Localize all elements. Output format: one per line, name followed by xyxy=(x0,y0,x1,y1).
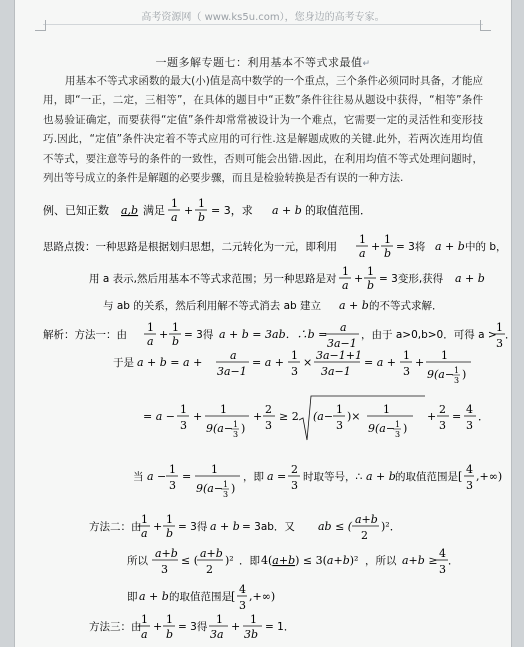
svg-text:a: a xyxy=(342,279,349,292)
svg-text:+: + xyxy=(253,410,263,423)
svg-text:3a−1: 3a−1 xyxy=(321,365,351,378)
svg-text:1: 1 xyxy=(336,403,343,416)
svg-text:a+b: a+b xyxy=(155,547,178,560)
method1-l2-prefix: 于是 xyxy=(113,357,134,369)
svg-text:4: 4 xyxy=(439,547,446,560)
svg-text:a: a xyxy=(359,247,366,260)
svg-text:b: b xyxy=(367,279,375,292)
svg-text:1: 1 xyxy=(169,463,176,476)
svg-text:1: 1 xyxy=(395,420,401,429)
svg-text:[: [ xyxy=(231,590,236,603)
method3-t1: = 3得 xyxy=(178,621,208,633)
svg-text:1: 1 xyxy=(180,403,187,416)
svg-text:a + b: a + b xyxy=(455,272,485,285)
hint-l1-prefix: 思路点拨：一种思路是根据划归思想，二元转化为一元，即利用 xyxy=(43,241,337,253)
method1-line-2[interactable] xyxy=(113,344,473,390)
svg-text:1: 1 xyxy=(342,265,349,278)
svg-text:+: + xyxy=(371,240,381,253)
svg-text:1: 1 xyxy=(367,265,374,278)
svg-text:1: 1 xyxy=(250,613,257,626)
svg-text:9(a−: 9(a− xyxy=(368,422,396,435)
method1-t3: ，由于 a>0,b>0．可得 a > xyxy=(361,329,497,341)
method1-l4-end: 的取值范围是 xyxy=(395,471,458,483)
svg-text:a =: a = xyxy=(267,470,287,483)
svg-text:a+b: a+b xyxy=(355,513,378,526)
svg-text:b: b xyxy=(384,247,392,260)
svg-text:×: × xyxy=(303,356,313,369)
method1-l4-mid2: 时取等号，∴ xyxy=(303,471,363,483)
svg-text:1: 1 xyxy=(496,321,503,334)
svg-text:3: 3 xyxy=(223,490,229,499)
svg-text:a: a xyxy=(147,335,154,348)
svg-text:=: = xyxy=(452,410,462,423)
svg-text:1: 1 xyxy=(359,233,366,246)
svg-text:+: + xyxy=(415,356,425,369)
svg-text:a + b: a + b xyxy=(339,299,369,312)
example-prefix: 例、已知正数 xyxy=(43,204,109,217)
svg-text:3: 3 xyxy=(395,430,401,439)
svg-text:1: 1 xyxy=(383,403,390,416)
svg-text:a + b: a + b xyxy=(272,204,302,217)
svg-text:1: 1 xyxy=(291,349,298,362)
method1-formula-4 xyxy=(133,458,503,506)
svg-text:+: + xyxy=(354,272,364,285)
method3-label: 方法三：由 xyxy=(89,621,142,633)
svg-text:9(a−: 9(a− xyxy=(427,368,455,381)
svg-text:3a: 3a xyxy=(210,628,224,641)
margin-corner-mark xyxy=(480,20,491,31)
svg-text:2: 2 xyxy=(439,403,446,416)
method2-label: 方法二：由 xyxy=(89,521,142,533)
svg-text:b: b xyxy=(198,211,206,224)
hint-l2-prefix: 用 a 表示,然后用基本不等式求范围；另一种思路是对 xyxy=(89,273,337,285)
svg-text:a+b: a+b xyxy=(200,547,223,560)
method2-range-prefix: 即 xyxy=(127,591,138,603)
svg-text:1: 1 xyxy=(141,613,148,626)
svg-text:= a +: = a + xyxy=(364,356,396,369)
svg-text:1: 1 xyxy=(171,197,178,210)
example-mid: 满足 xyxy=(143,204,165,217)
svg-text:)²: )² xyxy=(225,554,234,567)
svg-text:3: 3 xyxy=(180,419,187,432)
svg-text:1: 1 xyxy=(220,403,227,416)
example-cond: = 3，求 xyxy=(211,204,253,217)
example-line[interactable] xyxy=(43,190,463,230)
svg-text:≥ 2: ≥ 2 xyxy=(279,410,299,423)
svg-text:b: b xyxy=(166,628,174,641)
svg-text:3: 3 xyxy=(496,337,503,350)
title-text: 一题多解专题七：利用基本不等式求最值 xyxy=(155,56,363,69)
method1-formula-3 xyxy=(143,392,443,448)
svg-text:a + b = a +: a + b = a + xyxy=(137,356,203,369)
svg-text:a + b: a + b xyxy=(435,240,465,253)
svg-text:4: 4 xyxy=(239,583,246,596)
svg-text:): ) xyxy=(241,422,246,435)
example-ask: 的取值范围． xyxy=(305,204,371,217)
example-formula xyxy=(43,190,463,230)
svg-text:3: 3 xyxy=(403,365,410,378)
page-header: 高考资源网（ www.ks5u.com），您身边的高考专家。 xyxy=(141,12,385,23)
hint-l2-suffix: = 3变形,获得 xyxy=(379,273,444,285)
svg-text:+: + xyxy=(231,620,241,633)
svg-text:+: + xyxy=(159,328,169,341)
svg-text:1: 1 xyxy=(223,480,229,489)
method2-t4: ，所以 xyxy=(365,555,397,567)
svg-text:2: 2 xyxy=(206,563,213,576)
svg-text:a+b ≥: a+b ≥ xyxy=(402,554,438,567)
svg-text:,+∞): ,+∞) xyxy=(476,470,503,483)
svg-text:1: 1 xyxy=(441,349,448,362)
method1-formula-3b xyxy=(437,392,497,448)
svg-text:4(a+b) ≤ 3(a+b)²: 4(a+b) ≤ 3(a+b)² xyxy=(261,554,359,567)
svg-text:): ) xyxy=(462,368,467,381)
method1-label: 解析：方法一：由 xyxy=(43,329,127,341)
svg-text:3: 3 xyxy=(439,563,446,576)
svg-text:): ) xyxy=(231,482,236,495)
method1-line-3[interactable] xyxy=(143,392,443,448)
svg-text:)²．: )²． xyxy=(381,520,401,533)
svg-text:3: 3 xyxy=(239,599,246,612)
svg-text:1: 1 xyxy=(454,366,460,375)
svg-text:a −: a − xyxy=(147,470,167,483)
method2-t5: ． xyxy=(448,555,459,567)
svg-text:b: b xyxy=(166,527,174,540)
svg-text:a: a xyxy=(141,628,148,641)
svg-text:1: 1 xyxy=(403,349,410,362)
svg-text:a: a xyxy=(340,321,347,334)
svg-text:a + b: a + b xyxy=(139,590,169,603)
method2-formula-2 xyxy=(127,542,457,582)
svg-text:3: 3 xyxy=(466,479,473,492)
svg-text:): ) xyxy=(403,422,408,435)
paragraph-mark-icon: ↵ xyxy=(362,59,371,69)
svg-text:+: + xyxy=(193,410,203,423)
svg-text:3: 3 xyxy=(169,479,176,492)
svg-text:3: 3 xyxy=(233,430,239,439)
svg-text:3: 3 xyxy=(291,365,298,378)
intro-paragraph[interactable]: 用基本不等式求函数的最大(小)值是高中数学的一个重点，三个条件必须同时具备，才能应用，即“一正，二定，三相等”，在具体的题目中“正数”条件往往易从题设中获得，“相等”条件也易验证确定，而要获得“定值”条件却常常被设计为一个难点，它需要一定的灵活性和变形技巧.因此，“定值”条件决定着不等式应用的可行性.这是解题成败的关键.此外，若两次连用均值不等式，要注意等号的条件的一致性，否则可能会出错.因此，在利用均值不等式处理问题时，列出等号成立的条件是解题的必要步骤，而且是检验转换是否有误的一种方法. xyxy=(43,75,483,185)
svg-text:a: a xyxy=(230,349,237,362)
svg-text:3: 3 xyxy=(291,479,298,492)
svg-text:+: + xyxy=(427,410,437,423)
svg-text:1: 1 xyxy=(166,513,173,526)
svg-text:2: 2 xyxy=(265,403,272,416)
header-rule xyxy=(43,24,483,25)
document-page xyxy=(14,0,516,647)
svg-text:ab ≤ (: ab ≤ ( xyxy=(318,520,353,533)
svg-text:3b: 3b xyxy=(244,628,259,641)
svg-text:2: 2 xyxy=(361,529,368,542)
method1-line-3b xyxy=(437,392,497,448)
method2-t2: = 3ab．又 xyxy=(242,521,295,533)
svg-text:[: [ xyxy=(458,470,463,483)
svg-text:4: 4 xyxy=(466,463,473,476)
svg-text:1: 1 xyxy=(141,513,148,526)
svg-text:3: 3 xyxy=(439,419,446,432)
method2-t1: = 3得 xyxy=(178,521,208,533)
svg-text:a + b: a + b xyxy=(366,470,396,483)
svg-text:+: + xyxy=(153,520,163,533)
svg-text:a: a xyxy=(171,211,178,224)
method2-t3: ．即 xyxy=(239,555,260,567)
margin-corner-mark xyxy=(35,20,46,31)
hint-formula-3 xyxy=(103,294,503,318)
svg-text:1: 1 xyxy=(233,420,239,429)
svg-text:3a−1: 3a−1 xyxy=(217,365,247,378)
method3-t2: = 1． xyxy=(265,621,295,633)
hint-l3-suffix: 的不等式求解． xyxy=(369,300,443,312)
svg-text:)×: )× xyxy=(347,410,361,423)
svg-text:3: 3 xyxy=(161,563,168,576)
svg-text:3: 3 xyxy=(336,419,343,432)
svg-text:1: 1 xyxy=(172,321,179,334)
svg-text:b: b xyxy=(172,335,180,348)
svg-text:3: 3 xyxy=(265,419,272,432)
hint-line-3[interactable] xyxy=(103,294,503,318)
method1-l4-prefix: 当 xyxy=(133,471,144,483)
svg-text:9(a−: 9(a− xyxy=(206,422,234,435)
method1-formula-2 xyxy=(113,344,473,390)
svg-text:(a−: (a− xyxy=(313,410,334,423)
method1-t2: a + b = 3ab．∴b = xyxy=(219,328,328,341)
svg-text:a + b: a + b xyxy=(210,520,240,533)
method1-l4-mid: ，即 xyxy=(243,471,264,483)
method2-so: 所以 xyxy=(127,555,148,567)
svg-text:= a +: = a + xyxy=(252,356,284,369)
svg-text:3: 3 xyxy=(466,419,473,432)
hint-l1-suffix: = 3将 xyxy=(396,241,426,253)
hint-l3-prefix: 与 ab 的关系，然后利用解不等式消去 ab 建立 xyxy=(103,300,322,312)
example-ab: a,b xyxy=(121,204,139,217)
hint-l1-end: 中的 b， xyxy=(465,241,507,253)
svg-text:3a−1: 3a−1 xyxy=(327,337,357,350)
document-title[interactable] xyxy=(15,54,511,70)
svg-text:．: ． xyxy=(478,410,489,423)
svg-text:=: = xyxy=(182,470,192,483)
svg-text:+: + xyxy=(184,204,194,217)
method2-line-2[interactable] xyxy=(127,542,457,582)
svg-text:,+∞): ,+∞) xyxy=(249,590,276,603)
svg-text:2: 2 xyxy=(291,463,298,476)
svg-text:+: + xyxy=(153,620,163,633)
svg-text:1: 1 xyxy=(216,613,223,626)
svg-text:1: 1 xyxy=(147,321,154,334)
method1-t4: ． xyxy=(505,329,516,341)
method3-line-1[interactable] xyxy=(89,610,309,646)
method1-t1: = 3得 xyxy=(184,329,214,341)
svg-text:1: 1 xyxy=(198,197,205,210)
svg-text:≤ (: ≤ ( xyxy=(181,554,199,567)
method3-formula-1 xyxy=(89,610,309,646)
svg-text:3a−1+1: 3a−1+1 xyxy=(316,349,362,362)
svg-text:1: 1 xyxy=(166,613,173,626)
svg-text:4: 4 xyxy=(466,403,473,416)
svg-text:3: 3 xyxy=(454,376,460,385)
svg-text:1: 1 xyxy=(384,233,391,246)
svg-text:9(a−: 9(a− xyxy=(196,482,224,495)
svg-text:a: a xyxy=(141,527,148,540)
svg-text:= a −: = a − xyxy=(143,410,175,423)
svg-text:1: 1 xyxy=(211,463,218,476)
method1-line-4[interactable] xyxy=(133,458,503,506)
method2-range-mid: 的取值范围是 xyxy=(169,591,232,603)
